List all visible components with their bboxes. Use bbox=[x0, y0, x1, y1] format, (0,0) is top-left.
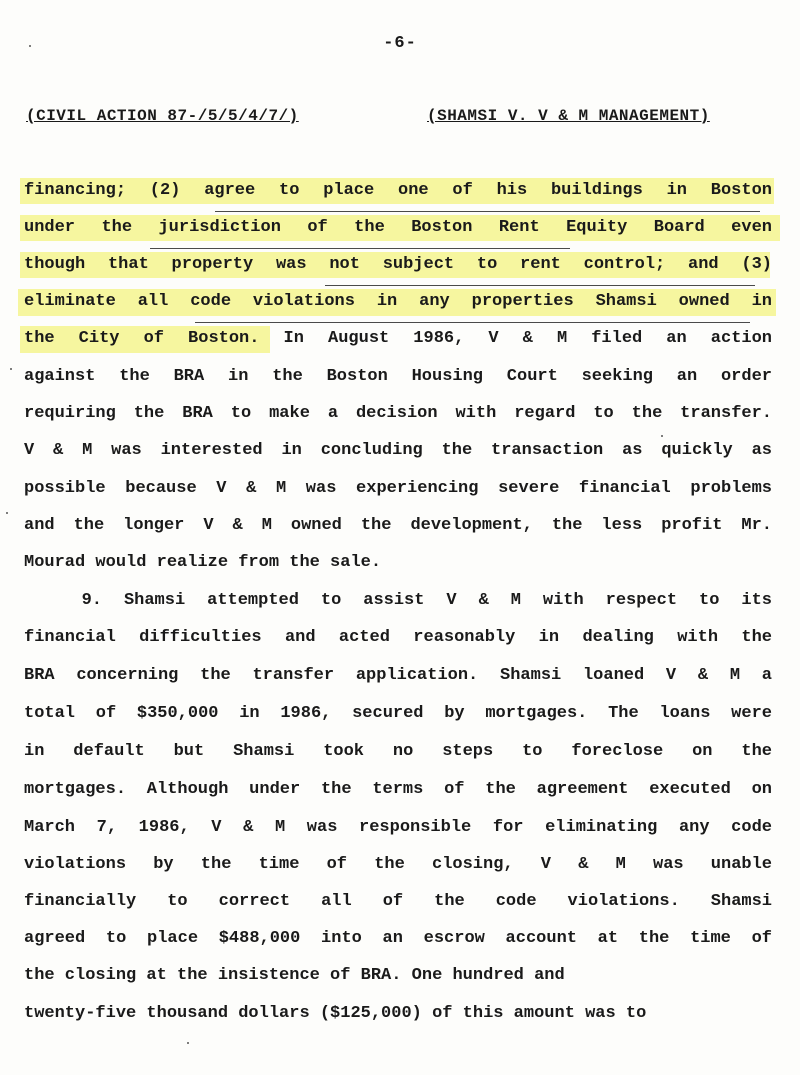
case-title-caption: (SHAMSI V. V & M MANAGEMENT) bbox=[427, 107, 710, 125]
text-line: BRA concerning the transfer application. Shamsi loaned V & M a bbox=[24, 666, 772, 685]
case-number-caption: (CIVIL ACTION 87-/5/5/4/7/) bbox=[26, 107, 299, 125]
text-line: eliminate all code violations in any properties Shamsi owned in bbox=[24, 292, 772, 311]
text-line: total of $350,000 in 1986, secured by mortgages. The loans were bbox=[24, 704, 772, 723]
pen-rule bbox=[150, 248, 570, 249]
pen-rule bbox=[215, 211, 760, 212]
scan-speck bbox=[187, 1042, 189, 1044]
scan-speck bbox=[661, 435, 663, 437]
scan-speck bbox=[10, 368, 12, 370]
text-line: in default but Shamsi took no steps to foreclose on the bbox=[24, 742, 772, 761]
text-line: 9. Shamsi attempted to assist V & M with respect to its bbox=[81, 591, 772, 610]
text-line: possible because V & M was experiencing severe financial problems bbox=[24, 479, 772, 498]
text-line: mortgages. Although under the terms of the agreement executed on bbox=[24, 780, 772, 799]
text-line: the City of Boston. In August 1986, V & M filed an action bbox=[24, 329, 772, 348]
text-line: the closing at the insistence of BRA. One hundred and bbox=[24, 966, 565, 985]
text-line: V & M was interested in concluding the transaction as quickly as bbox=[24, 441, 772, 460]
text-line: requiring the BRA to make a decision with regard to the transfer. bbox=[24, 404, 772, 423]
page-number: -6- bbox=[383, 34, 417, 53]
text-line: and the longer V & M owned the development, the less profit Mr. bbox=[24, 516, 772, 535]
text-line: twenty-five thousand dollars ($125,000) of this amount was to bbox=[24, 1004, 647, 1023]
text-line: Mourad would realize from the sale. bbox=[24, 553, 382, 572]
text-line: though that property was not subject to rent control; and (3) bbox=[24, 255, 772, 274]
text-line: agreed to place $488,000 into an escrow account at the time of bbox=[24, 929, 772, 948]
text-line: violations by the time of the closing, V & M was unable bbox=[24, 855, 772, 874]
text-line: against the BRA in the Boston Housing Court seeking an order bbox=[24, 367, 772, 386]
text-line: financially to correct all of the code violations. Shamsi bbox=[24, 892, 772, 911]
scan-speck bbox=[6, 512, 8, 514]
text-line: financial difficulties and acted reasonably in dealing with the bbox=[24, 628, 772, 647]
text-line: financing; (2) agree to place one of his buildings in Boston bbox=[24, 181, 772, 200]
pen-rule bbox=[325, 285, 755, 286]
text-line: March 7, 1986, V & M was responsible for eliminating any code bbox=[24, 818, 772, 837]
text-line: under the jurisdiction of the Boston Rent Equity Board even bbox=[24, 218, 772, 237]
pen-rule bbox=[195, 322, 750, 323]
